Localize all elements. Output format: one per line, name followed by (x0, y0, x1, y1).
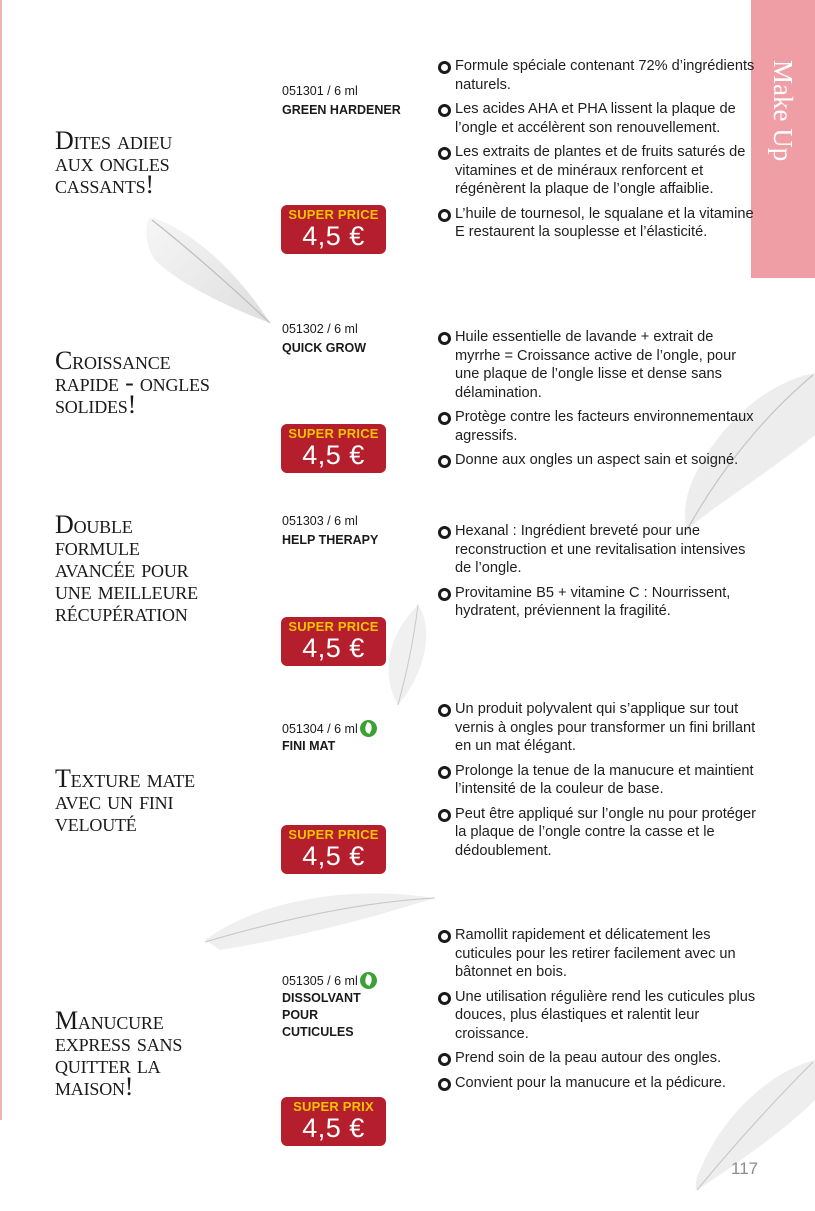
benefit-list (438, 522, 758, 627)
benefit-text: Convient pour la manucure et la pédicure. (455, 1074, 726, 1091)
benefit-text: Hexanal : Ingrédient breveté pour une reconstruction et une revitalisation intensives de l’ongle. (455, 523, 746, 576)
product-headline: Croissance rapide - ongles solides! (55, 346, 210, 419)
price-value: 4,5 € (302, 1113, 365, 1143)
benefit-text: Protège contre les facteurs environnementaux agressifs. (455, 409, 754, 444)
price-badge-label: SUPER PRICE (288, 827, 379, 842)
benefit-list (438, 926, 758, 1098)
price-badge (281, 825, 386, 874)
page-number: 117 (731, 1159, 759, 1178)
bullet-ring-icon (438, 332, 451, 345)
bullet-ring-icon (438, 992, 451, 1005)
benefit-list (438, 700, 758, 866)
benefit-item (438, 988, 758, 1044)
benefit-item (438, 143, 758, 199)
benefit-item (438, 205, 758, 242)
bullet-ring-icon (438, 209, 451, 222)
price-badge (281, 1097, 386, 1146)
bullet-ring-icon (438, 61, 451, 74)
benefit-item (438, 451, 758, 470)
benefit-item (438, 328, 758, 402)
benefit-item (438, 522, 758, 578)
bullet-ring-icon (438, 588, 451, 601)
bullet-ring-icon (438, 412, 451, 425)
benefit-item (438, 762, 758, 799)
feather-decoration (140, 205, 280, 335)
benefit-item (438, 408, 758, 445)
product-name (282, 532, 378, 549)
eco-leaf-icon (360, 972, 377, 989)
price-badge-label: SUPER PRIX (293, 1099, 374, 1114)
price-value: 4,5 € (302, 841, 365, 871)
benefit-text: L’huile de tournesol, le squalane et la vitamine E restaurent la souplesse et l’élasticité. (455, 205, 754, 240)
benefit-item (438, 57, 758, 94)
bullet-ring-icon (438, 809, 451, 822)
price-badge-label: SUPER PRICE (288, 619, 379, 634)
price-badge (281, 205, 386, 254)
product-name-text: HELP THERAPY (282, 533, 379, 547)
product-name (282, 340, 366, 357)
price-value: 4,5 € (302, 440, 365, 470)
price-value: 4,5 € (302, 221, 365, 251)
benefit-text: Peut être appliqué sur l’ongle nu pour protéger la plaque de l’ongle contre la casse et le dédoublement. (455, 805, 756, 859)
bullet-ring-icon (438, 704, 451, 717)
benefit-text: Les extraits de plantes et de fruits saturés de vitamines et de minéraux renforcent et régénèrent la plaque de l’ongle affaiblie. (455, 144, 746, 197)
product-name-text: GREEN HARDENER (282, 103, 401, 117)
bullet-ring-icon (438, 104, 451, 117)
benefit-item (438, 584, 758, 621)
section-tab (751, 0, 815, 278)
product-name (282, 990, 361, 1041)
benefit-text: Huile essentielle de lavande + extrait de myrrhe = Croissance active de l’ongle, pour une plaque de l’ongle lisse et dense sans délamination. (455, 329, 737, 401)
benefit-text: Donne aux ongles un aspect sain et soigné. (455, 452, 739, 468)
benefit-text: Une utilisation régulière rend les cuticules plus douces, plus élastiques et ralentit leur croissance. (455, 988, 756, 1042)
product-code (282, 720, 377, 737)
page-edge-rule (0, 0, 2, 1120)
bullet-ring-icon (438, 1053, 451, 1066)
product-code: 051302 / 6 ml (282, 322, 358, 336)
benefit-text: Prolonge la tenue de la manucure et maintient l’intensité de la couleur de base. (455, 762, 754, 797)
benefit-list (438, 57, 758, 248)
product-name-text: DISSOLVANT POUR CUTICULES (282, 991, 361, 1039)
price-badge-label: SUPER PRICE (288, 207, 379, 222)
bullet-ring-icon (438, 455, 451, 468)
section-tab-label: Make Up (768, 60, 798, 162)
benefit-text: Prend soin de la peau autour des ongles. (455, 1050, 722, 1066)
product-headline: Texture mate avec un fini velouté (55, 764, 195, 837)
feather-decoration (200, 880, 440, 960)
bullet-ring-icon (438, 147, 451, 160)
benefit-text: Ramollit rapidement et délicatement les cuticules pour les retirer facilement avec un bâtonnet en bois. (455, 927, 736, 980)
product-headline: Double formule avancée pour une meilleure récupération (55, 510, 198, 627)
price-badge (281, 617, 386, 666)
benefit-text: Formule spéciale contenant 72% d’ingrédients naturels. (455, 58, 755, 93)
product-code: 051303 / 6 ml (282, 514, 358, 528)
price-badge (281, 424, 386, 473)
product-name-text: QUICK GROW (282, 341, 367, 355)
product-code-text: 051304 / 6 ml (282, 722, 358, 736)
benefit-text: Provitamine B5 + vitamine C : Nourrissent, hydratent, préviennent la fragilité. (455, 584, 731, 619)
benefit-text: Un produit polyvalent qui s’applique sur tout vernis à ongles pour transformer un fini brillant en un mat élégant. (455, 701, 756, 754)
benefit-item (438, 700, 758, 756)
benefit-item (438, 805, 758, 861)
benefit-text: Les acides AHA et PHA lissent la plaque de l’ongle et accélèrent son renouvellement. (455, 101, 736, 136)
bullet-ring-icon (438, 1078, 451, 1091)
price-badge-label: SUPER PRICE (288, 426, 379, 441)
product-headline: Manucure express sans quitter la maison! (55, 1006, 183, 1101)
eco-leaf-icon (360, 720, 377, 737)
benefit-item (438, 1074, 758, 1093)
product-code (282, 972, 377, 989)
product-code-text: 051305 / 6 ml (282, 974, 358, 988)
product-name-text: FINI MAT (282, 739, 336, 753)
bullet-ring-icon (438, 526, 451, 539)
benefit-item (438, 1049, 758, 1068)
bullet-ring-icon (438, 930, 451, 943)
product-headline: Dites adieu aux ongles cassants! (55, 126, 173, 199)
benefit-item (438, 926, 758, 982)
product-name (282, 738, 335, 755)
benefit-list (438, 328, 758, 476)
bullet-ring-icon (438, 766, 451, 779)
price-value: 4,5 € (302, 633, 365, 663)
benefit-item (438, 100, 758, 137)
product-name (282, 102, 401, 119)
product-code: 051301 / 6 ml (282, 84, 358, 98)
